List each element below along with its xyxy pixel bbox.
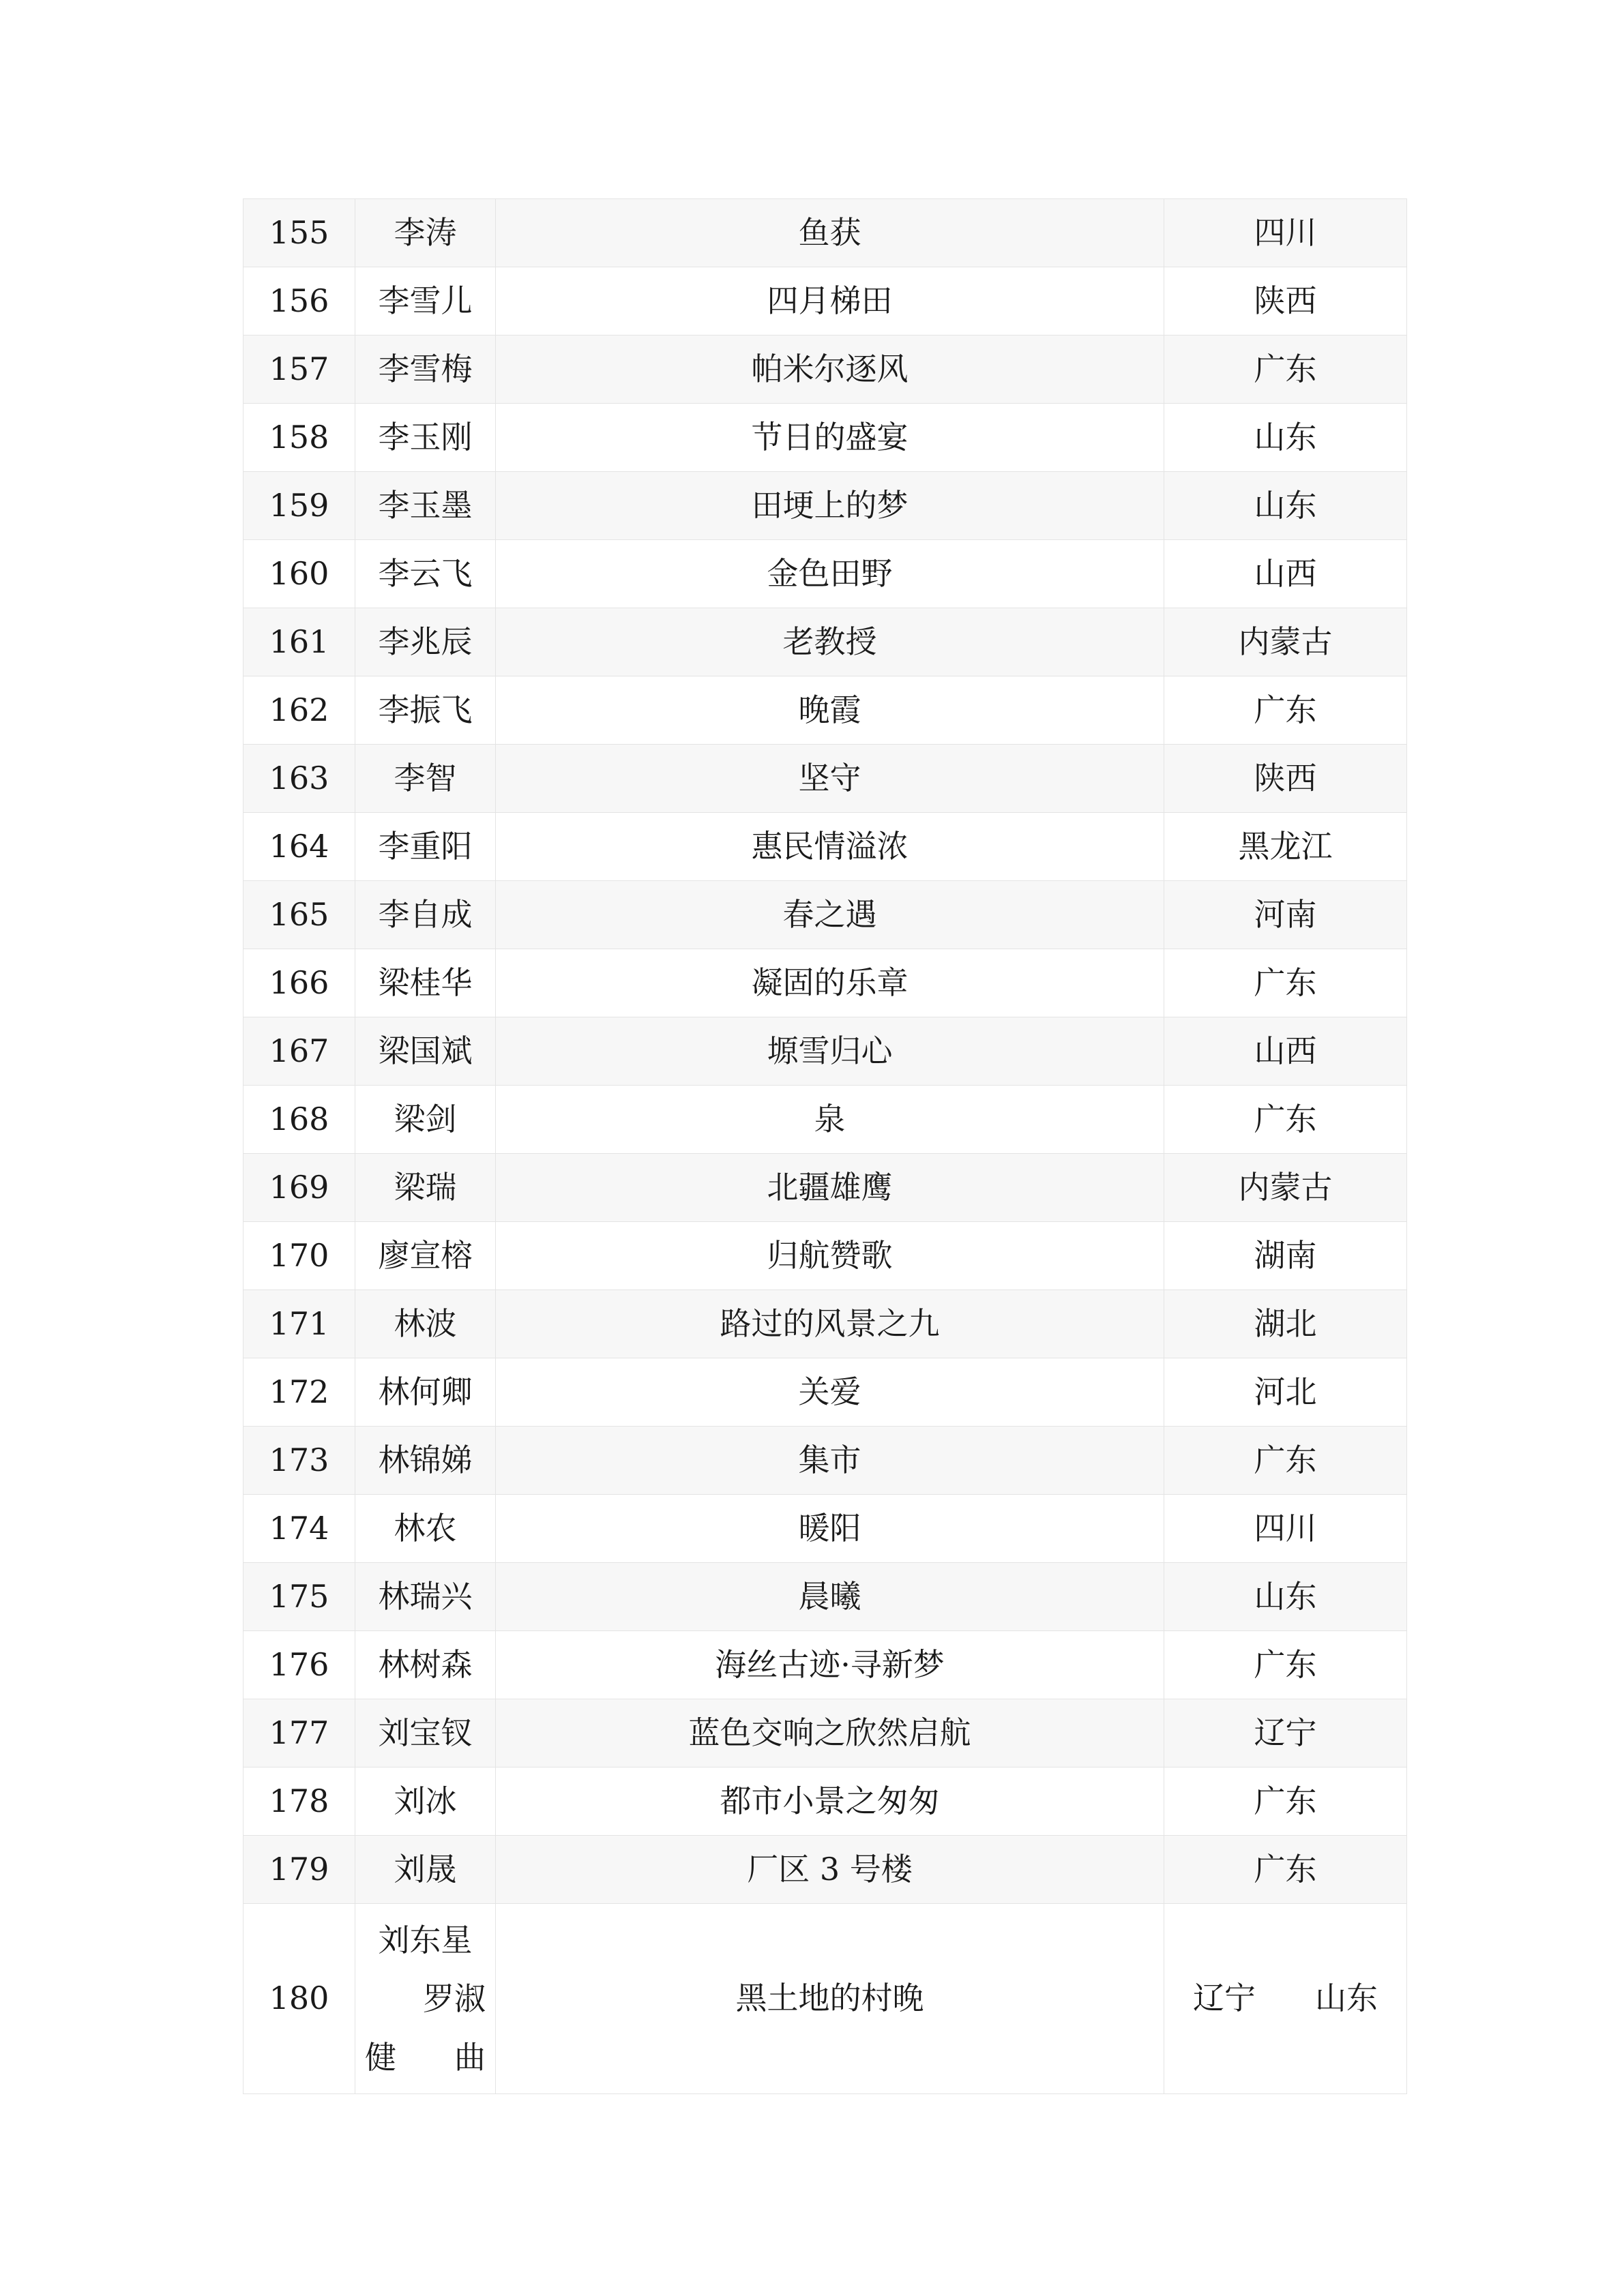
entry-number-cell: 176 (243, 1631, 355, 1699)
region-cell: 辽宁 (1164, 1699, 1407, 1768)
entry-number-cell: 163 (243, 745, 355, 813)
work-title-cell: 晚霞 (496, 676, 1164, 745)
author-name-cell: 刘冰 (355, 1768, 496, 1836)
author-name-cell: 梁国斌 (355, 1017, 496, 1086)
work-title-cell: 老教授 (496, 608, 1164, 676)
author-name-cell: 林农 (355, 1495, 496, 1563)
work-title-cell: 海丝古迹·寻新梦 (496, 1631, 1164, 1699)
entry-number-cell: 164 (243, 813, 355, 881)
author-name-cell: 林何卿 (355, 1358, 496, 1427)
table-row (243, 1290, 1407, 1358)
region-cell: 广东 (1164, 336, 1407, 404)
region-pair (1164, 1980, 1406, 2017)
work-title-cell: 田埂上的梦 (496, 472, 1164, 540)
region-cell: 山东 (1164, 472, 1407, 540)
author-name-cell: 林锦娣 (355, 1427, 496, 1495)
region-cell: 河北 (1164, 1358, 1407, 1427)
table-row (243, 676, 1407, 745)
work-title-cell: 归航赞歌 (496, 1222, 1164, 1290)
region-name: 辽宁 (1193, 1980, 1256, 2017)
region-cell: 内蒙古 (1164, 1154, 1407, 1222)
work-title-cell: 四月梯田 (496, 267, 1164, 336)
entry-number-cell: 179 (243, 1836, 355, 1904)
entry-number-cell: 162 (243, 676, 355, 745)
author-name-cell: 梁剑 (355, 1086, 496, 1154)
table-row (243, 1699, 1407, 1768)
author-name-cell: 李兆辰 (355, 608, 496, 676)
entry-number-cell: 161 (243, 608, 355, 676)
author-name-cell: 李玉刚 (355, 404, 496, 472)
work-title-cell: 蓝色交响之欣然启航 (496, 1699, 1164, 1768)
work-title-cell: 厂区 3 号楼 (496, 1836, 1164, 1904)
work-title-cell: 都市小景之匆匆 (496, 1768, 1164, 1836)
table-body (243, 199, 1407, 2094)
region-cell: 河南 (1164, 881, 1407, 949)
table-row (243, 1222, 1407, 1290)
entry-number-cell: 170 (243, 1222, 355, 1290)
region-cell: 山西 (1164, 1017, 1407, 1086)
table-row (243, 949, 1407, 1017)
work-title-cell: 黑土地的村晚 (496, 1904, 1164, 2094)
entry-number-cell: 157 (243, 336, 355, 404)
entry-number-cell: 159 (243, 472, 355, 540)
author-name-cell: 李智 (355, 745, 496, 813)
author-name-cell: 李云飞 (355, 540, 496, 608)
table-row (243, 199, 1407, 267)
table-row (243, 881, 1407, 949)
work-title-cell: 节日的盛宴 (496, 404, 1164, 472)
region-cell: 湖北 (1164, 1290, 1407, 1358)
table-row (243, 267, 1407, 336)
author-name-cell: 李重阳 (355, 813, 496, 881)
author-name-cell: 林树森 (355, 1631, 496, 1699)
author-name-cell (355, 1904, 496, 2094)
region-cell: 陕西 (1164, 745, 1407, 813)
work-title-cell: 帕米尔逐风 (496, 336, 1164, 404)
region-cell: 内蒙古 (1164, 608, 1407, 676)
region-cell: 四川 (1164, 1495, 1407, 1563)
entry-number-cell: 166 (243, 949, 355, 1017)
entry-number-cell: 158 (243, 404, 355, 472)
region-cell: 四川 (1164, 199, 1407, 267)
entry-number-cell: 174 (243, 1495, 355, 1563)
work-title-cell: 暖阳 (496, 1495, 1164, 1563)
table-row (243, 1631, 1407, 1699)
work-title-cell: 集市 (496, 1427, 1164, 1495)
author-name-line: 刘东星 (378, 1922, 473, 1958)
author-name-cell: 梁桂华 (355, 949, 496, 1017)
author-name-cell: 李振飞 (355, 676, 496, 745)
author-name-char: 曲 (454, 2039, 486, 2076)
author-name-cell: 刘晟 (355, 1836, 496, 1904)
work-title-cell: 春之遇 (496, 881, 1164, 949)
table-row (243, 1768, 1407, 1836)
entry-number-cell: 175 (243, 1563, 355, 1631)
entry-number-cell: 160 (243, 540, 355, 608)
region-cell: 山东 (1164, 404, 1407, 472)
table-row (243, 540, 1407, 608)
table-row (243, 813, 1407, 881)
region-cell: 广东 (1164, 1768, 1407, 1836)
work-title-cell: 北疆雄鹰 (496, 1154, 1164, 1222)
entry-number-cell: 169 (243, 1154, 355, 1222)
entry-number-cell: 180 (243, 1904, 355, 2094)
region-cell (1164, 1904, 1407, 2094)
region-cell: 广东 (1164, 1631, 1407, 1699)
table-row (243, 608, 1407, 676)
entry-number-cell: 172 (243, 1358, 355, 1427)
author-name-cell: 李自成 (355, 881, 496, 949)
author-name-cell: 刘宝钗 (355, 1699, 496, 1768)
region-cell: 山东 (1164, 1563, 1407, 1631)
table-row (243, 1427, 1407, 1495)
table-row (243, 1017, 1407, 1086)
table-row (243, 1904, 1407, 2094)
work-title-cell: 晨曦 (496, 1563, 1164, 1631)
author-name-line (365, 2028, 486, 2087)
region-cell: 广东 (1164, 676, 1407, 745)
entry-number-cell: 165 (243, 881, 355, 949)
author-name-cell: 梁瑞 (355, 1154, 496, 1222)
entry-number-cell: 155 (243, 199, 355, 267)
table-row (243, 336, 1407, 404)
entry-table (243, 198, 1407, 2094)
table-row (243, 1358, 1407, 1427)
region-cell: 广东 (1164, 1427, 1407, 1495)
work-title-cell: 关爱 (496, 1358, 1164, 1427)
work-title-cell: 凝固的乐章 (496, 949, 1164, 1017)
work-title-cell: 泉 (496, 1086, 1164, 1154)
table-row (243, 1836, 1407, 1904)
region-cell: 陕西 (1164, 267, 1407, 336)
table-row (243, 472, 1407, 540)
region-cell: 广东 (1164, 1836, 1407, 1904)
author-name-cell: 李雪梅 (355, 336, 496, 404)
entry-number-cell: 178 (243, 1768, 355, 1836)
work-title-cell: 路过的风景之九 (496, 1290, 1164, 1358)
work-title-cell: 坚守 (496, 745, 1164, 813)
entry-number-cell: 167 (243, 1017, 355, 1086)
work-title-cell: 鱼获 (496, 199, 1164, 267)
work-title-cell: 惠民情溢浓 (496, 813, 1164, 881)
region-name: 山东 (1315, 1980, 1378, 2017)
entry-number-cell: 171 (243, 1290, 355, 1358)
work-title-cell: 塬雪归心 (496, 1017, 1164, 1086)
author-name-char: 健 (365, 2039, 396, 2076)
table-row (243, 1563, 1407, 1631)
region-cell: 湖南 (1164, 1222, 1407, 1290)
table-row (243, 404, 1407, 472)
table-row (243, 1495, 1407, 1563)
region-cell: 广东 (1164, 1086, 1407, 1154)
author-name-cell: 林波 (355, 1290, 496, 1358)
table-row (243, 745, 1407, 813)
table-row (243, 1154, 1407, 1222)
region-cell: 广东 (1164, 949, 1407, 1017)
author-name-cell: 李雪儿 (355, 267, 496, 336)
entry-number-cell: 177 (243, 1699, 355, 1768)
entry-number-cell: 156 (243, 267, 355, 336)
author-name-cell: 李涛 (355, 199, 496, 267)
region-cell: 黑龙江 (1164, 813, 1407, 881)
author-name-line: 罗淑 (423, 1980, 486, 2017)
table-row (243, 1086, 1407, 1154)
region-cell: 山西 (1164, 540, 1407, 608)
author-name-cell: 李玉墨 (355, 472, 496, 540)
entry-number-cell: 173 (243, 1427, 355, 1495)
author-name-cell: 廖宣榕 (355, 1222, 496, 1290)
entry-number-cell: 168 (243, 1086, 355, 1154)
author-name-cell: 林瑞兴 (355, 1563, 496, 1631)
work-title-cell: 金色田野 (496, 540, 1164, 608)
